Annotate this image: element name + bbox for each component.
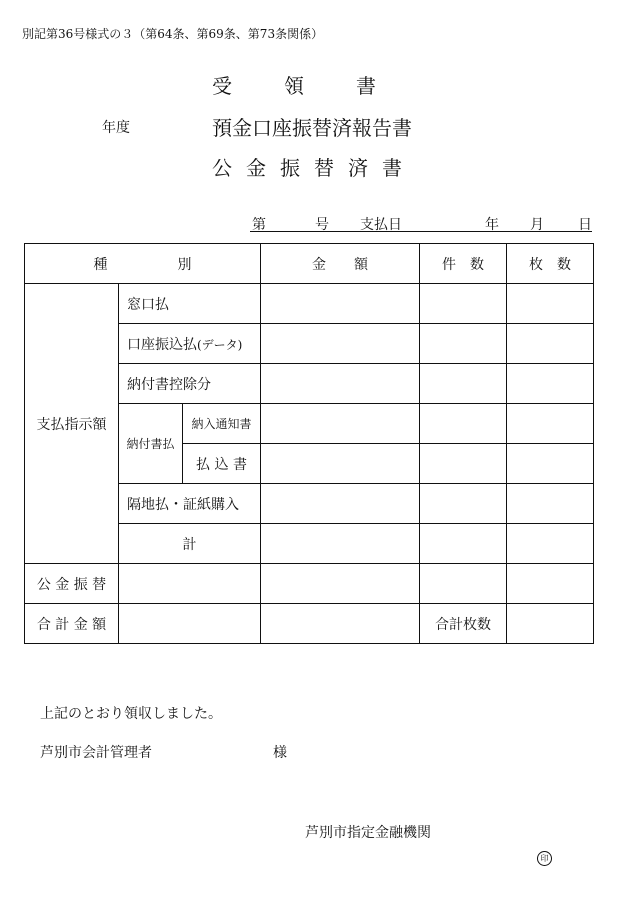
window-payment-sheets-cell[interactable] <box>507 284 594 324</box>
accounting-manager: 芦別市会計管理者 <box>40 745 152 761</box>
public-transfer-count-cell[interactable] <box>420 564 507 604</box>
deduction-count-cell[interactable] <box>420 364 507 404</box>
payin-count-cell[interactable] <box>420 444 507 484</box>
total-sheets-cell[interactable] <box>507 604 594 644</box>
total-sheets-label: 合計枚数 <box>420 604 507 644</box>
payin-label: 払 込 書 <box>183 444 261 484</box>
window-payment-label: 窓口払 <box>119 284 261 324</box>
window-payment-amount-cell[interactable] <box>261 284 420 324</box>
date-year: 年 <box>485 217 499 233</box>
header-amount: 金 額 <box>261 244 420 284</box>
remote-stamp-sheets-cell[interactable] <box>507 484 594 524</box>
notice-count-cell[interactable] <box>420 404 507 444</box>
payment-instruction-amount-label: 支払指示額 <box>25 284 119 564</box>
subtotal-count-cell[interactable] <box>420 524 507 564</box>
deduction-amount-cell[interactable] <box>261 364 420 404</box>
number-dai: 第 <box>252 217 266 233</box>
account-transfer-note: (データ) <box>197 337 243 352</box>
public-transfer-amount-cell[interactable] <box>261 564 420 604</box>
honorific-sama: 様 <box>273 745 287 761</box>
payin-sheets-cell[interactable] <box>507 444 594 484</box>
account-transfer-cell <box>119 324 261 364</box>
deduction-label: 納付書控除分 <box>119 364 261 404</box>
date-day: 日 <box>578 217 592 233</box>
notice-amount-cell[interactable] <box>261 404 420 444</box>
title-public-transfer: 公金振替済書 <box>212 156 416 180</box>
total-amount-cell[interactable] <box>119 604 261 644</box>
public-transfer-label: 公 金 振 替 <box>25 564 119 604</box>
slip-payment-label: 納付書払 <box>119 404 183 484</box>
subtotal-amount-cell[interactable] <box>261 524 420 564</box>
public-transfer-blank-cell <box>119 564 261 604</box>
account-transfer-label: 口座振込払 <box>127 336 197 353</box>
header-count: 件 数 <box>420 244 507 284</box>
received-statement: 上記のとおり領収しました。 <box>40 706 222 722</box>
notice-label: 納入通知書 <box>183 404 261 444</box>
number-go: 号 <box>315 217 329 233</box>
total-amount-label: 合 計 金 額 <box>25 604 119 644</box>
payin-amount-cell[interactable] <box>261 444 420 484</box>
seal-mark: 印 <box>537 851 552 866</box>
date-month: 月 <box>530 217 544 233</box>
account-transfer-sheets-cell[interactable] <box>507 324 594 364</box>
subtotal-label: 計 <box>119 524 261 564</box>
payment-date-label: 支払日 <box>360 217 402 233</box>
subtotal-sheets-cell[interactable] <box>507 524 594 564</box>
table-row <box>25 284 594 324</box>
account-transfer-amount-cell[interactable] <box>261 324 420 364</box>
title-account-transfer-report: 預金口座振替済報告書 <box>212 116 412 140</box>
public-transfer-sheets-cell[interactable] <box>507 564 594 604</box>
remote-stamp-amount-cell[interactable] <box>261 484 420 524</box>
title-receipt: 受領書 <box>212 74 428 98</box>
deduction-sheets-cell[interactable] <box>507 364 594 404</box>
notice-sheets-cell[interactable] <box>507 404 594 444</box>
header-sheets: 枚 数 <box>507 244 594 284</box>
account-transfer-count-cell[interactable] <box>420 324 507 364</box>
payment-table <box>24 243 594 644</box>
form-header: 別記第36号様式の３（第64条、第69条、第73条関係） <box>22 27 324 41</box>
table-header-row <box>25 244 594 284</box>
header-category: 種 別 <box>25 244 261 284</box>
designated-bank: 芦別市指定金融機関 <box>305 825 431 841</box>
fiscal-year-label: 年度 <box>102 120 130 136</box>
remote-stamp-label: 隔地払・証紙購入 <box>119 484 261 524</box>
table-row <box>25 604 594 644</box>
remote-stamp-count-cell[interactable] <box>420 484 507 524</box>
window-payment-count-cell[interactable] <box>420 284 507 324</box>
table-row <box>25 564 594 604</box>
total-extra-cell[interactable] <box>261 604 420 644</box>
